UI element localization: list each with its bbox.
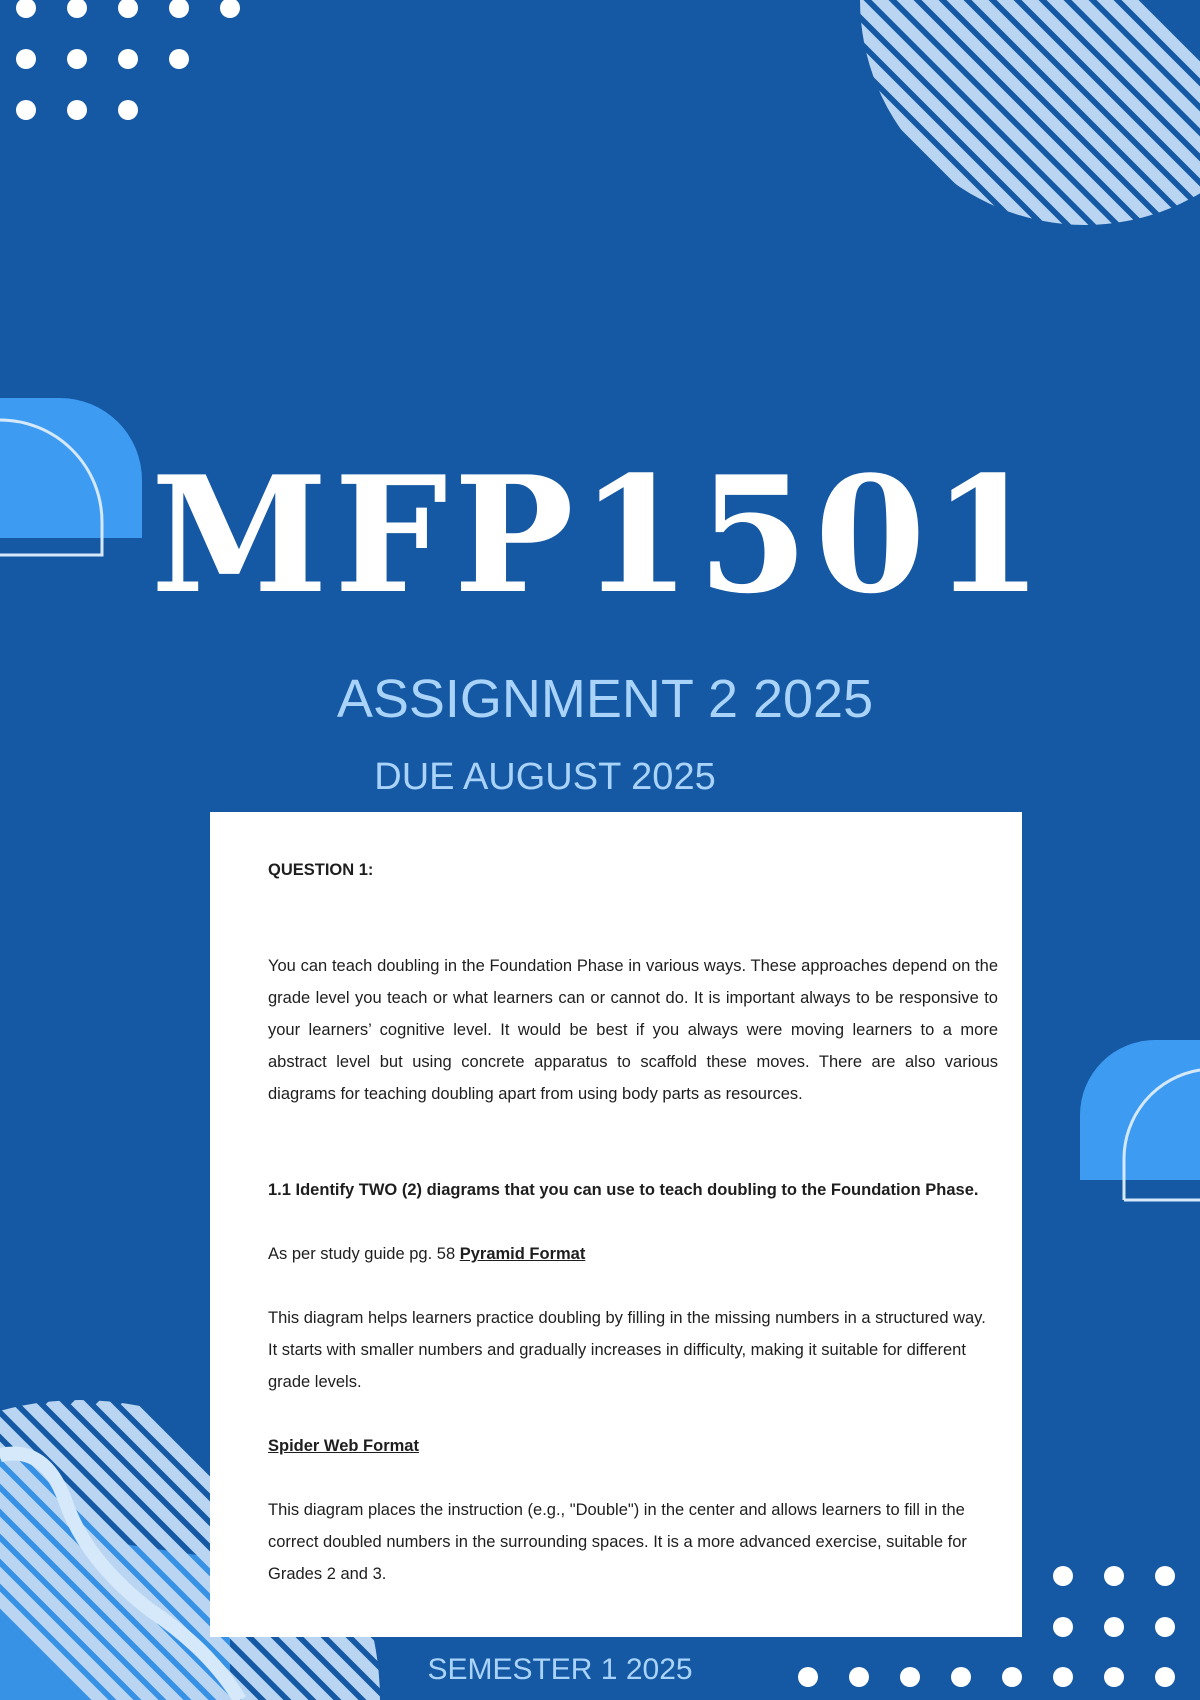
spider-web-format-paragraph: This diagram places the instruction (e.g., "Double") in the center and allows learners to fill in the correct doubled numbers in the surrounding spaces. It is a more advanced exercise, suitable for Grades 2 and 3. (268, 1501, 967, 1583)
assignment-subtitle: ASSIGNMENT 2 2025 (336, 669, 874, 729)
document-preview (210, 812, 1022, 1637)
quarter-circle-right (1080, 1040, 1200, 1200)
spider-web-format-heading: Spider Web Format (268, 1437, 419, 1455)
intro-paragraph: You can teach doubling in the Foundation Phase in various ways. These approaches depend on the grade level you teach or what learners can or cannot do. It is important always to be responsive to your learners’ cognitive level. It would be best if you always were moving learners to a more abstract level but using concrete apparatus to scaffold these moves. There are also various diagrams for teaching doubling apart from using body parts as resources. (268, 957, 998, 1103)
due-date: DUE AUGUST 2025 (374, 756, 716, 798)
semester-label: SEMESTER 1 2025 (427, 1653, 693, 1686)
course-code-title: MFP1501 (150, 441, 1050, 629)
question-1-1: 1.1 Identify TWO (2) diagrams that you can use to teach doubling to the Foundation Phase. (268, 1181, 979, 1199)
dot-grid-top-left (16, 0, 240, 120)
striped-circle-top-right (630, 0, 1200, 300)
pyramid-format-paragraph: This diagram helps learners practice doubling by filling in the missing numbers in a structured way. It starts with smaller numbers and gradually increases in difficulty, making it suitable for different grade levels. (268, 1309, 986, 1391)
question-heading: QUESTION 1: (268, 861, 374, 879)
pyramid-format-heading: Pyramid Format (459, 1245, 586, 1263)
study-guide-reference (268, 1238, 998, 1270)
reference-text: As per study guide pg. 58 (268, 1245, 456, 1263)
